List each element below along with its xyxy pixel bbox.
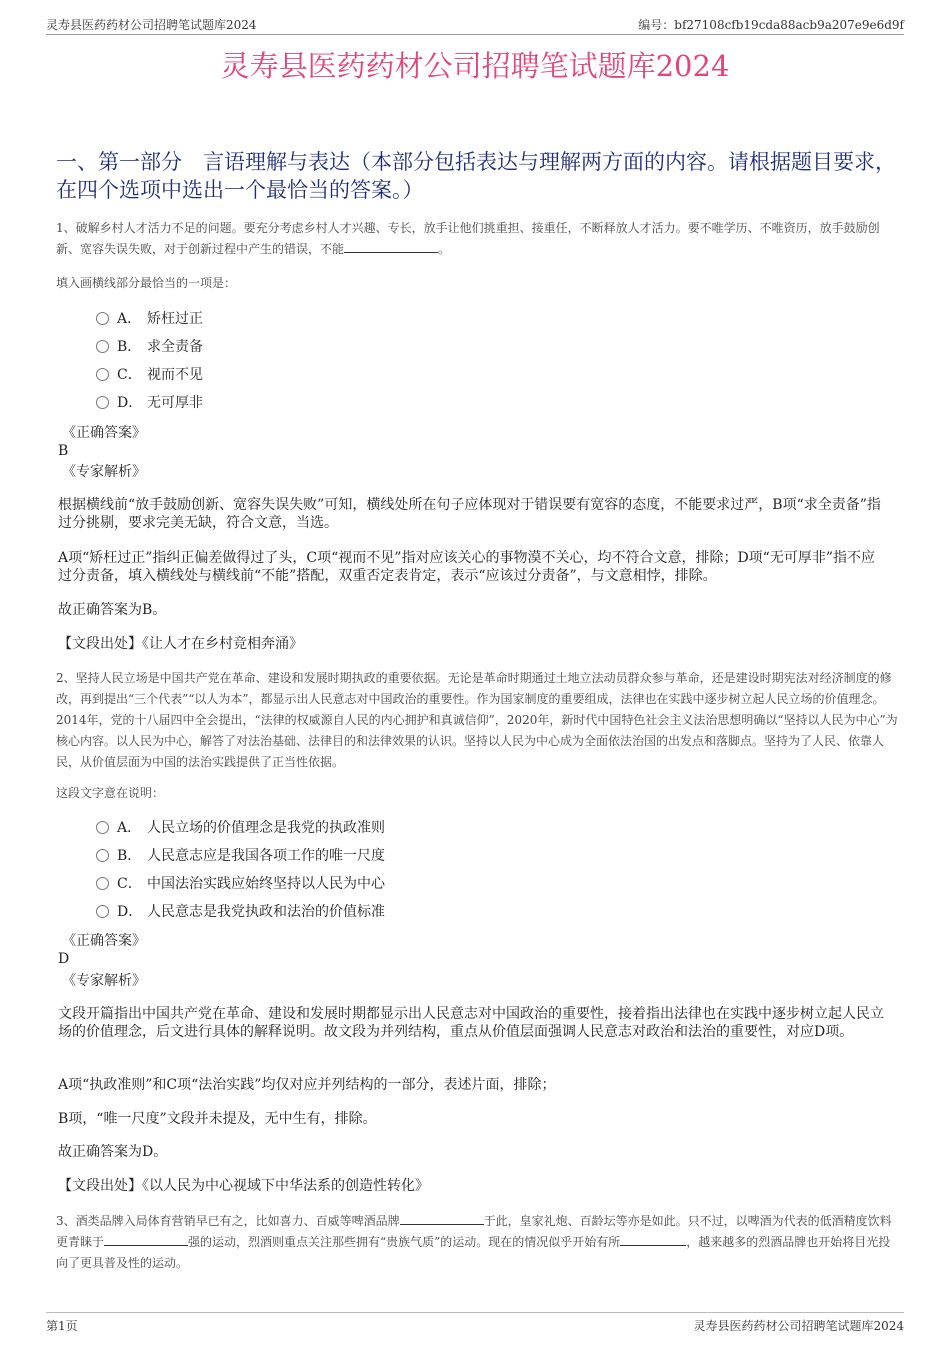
question-3-stem-text: 强的运动，烈酒则重点关注那些拥有“贵族气质”的运动。现在的情况似乎开始有所: [188, 1235, 621, 1249]
analysis-label: 《专家解析》: [62, 464, 146, 480]
source-citation: 【文段出处】《以人民为中心视域下中华法系的创造性转化》: [58, 1178, 429, 1194]
analysis-paragraph: 文段开篇指出中国共产党在革命、建设和发展时期都显示出人民意志对中国政治的重要性，接着指出法律也在实践中逐步树立起人民立场的价值理念，后文进行具体的解释说明。故文段为并列结构，重点从价值层面强调人民意志对政治和法治的重要性，对应D项。: [58, 1006, 884, 1040]
question-3-stem: [56, 1211, 898, 1274]
question-1-option-d[interactable]: [96, 393, 203, 413]
analysis-paragraph: B项，“唯一尺度”文段并未提及，无中生有，排除。: [58, 1111, 377, 1127]
radio-icon[interactable]: [96, 849, 109, 862]
option-text: 矫枉过正: [147, 311, 203, 327]
header-serial: 编号：bf27108cfb19cda88acb9a207e9e6d9f: [638, 18, 904, 32]
page-number: 第1页: [46, 1319, 78, 1333]
option-text: 求全责备: [147, 339, 203, 355]
analysis-label: 《专家解析》: [62, 973, 146, 989]
option-key: B．: [117, 848, 142, 864]
question-1-stem: [56, 218, 898, 260]
option-text: 视而不见: [147, 367, 203, 383]
question-1-option-a[interactable]: [96, 309, 203, 329]
question-3-stem-text: 于此，皇家礼炮、百龄坛等亦是如此。只不过，以啤酒为代表的低酒精度饮料更青睐于: [56, 1214, 892, 1249]
fill-blank: [400, 1212, 484, 1225]
question-3-stem-text: ，越来越多的烈酒品牌也开始将目光投向了更具普及性的运动。: [56, 1235, 891, 1270]
option-key: C．: [117, 876, 142, 892]
option-text: 人民意志应是我国各项工作的唯一尺度: [147, 848, 385, 864]
section-heading: 一、第一部分 言语理解与表达（本部分包括表达与理解两方面的内容。请根据题目要求，在四个选项中选出一个最恰当的答案。）: [56, 150, 896, 202]
option-key: D．: [117, 395, 143, 411]
question-1-prompt: 填入画横线部分最恰当的一项是：: [56, 276, 237, 290]
fill-blank: [344, 240, 438, 253]
fill-blank: [620, 1233, 686, 1246]
question-2-option-b[interactable]: [96, 846, 385, 866]
analysis-paragraph: A项“矫枉过正”指纠正偏差做得过了头，C项“视而不见”指对应该关心的事物漠不关心，均不符合文意，排除；D项“无可厚非”指不应过分责备，填入横线处与横线前“不能”搭配，双重否定表肯定，表示“应该过分责备”，与文意相悖，排除。: [58, 550, 875, 584]
question-1-option-b[interactable]: [96, 337, 203, 357]
radio-icon[interactable]: [96, 821, 109, 834]
page-footer: [46, 1312, 904, 1335]
option-text: 人民意志是我党执政和法治的价值标准: [147, 904, 385, 920]
document-title: 灵寿县医药药材公司招聘笔试题库2024: [220, 49, 730, 83]
option-key: A．: [117, 311, 142, 327]
radio-icon[interactable]: [96, 368, 109, 381]
analysis-paragraph: 根据横线前“放手鼓励创新、宽容失误失败”可知，横线处所在句子应体现对于错误要有宽容的态度，不能要求过严，B项“求全责备”指过分挑剔，要求完美无缺，符合文意，当选。: [58, 497, 881, 531]
page-header: [46, 14, 904, 35]
question-2-stem: 2、坚持人民立场是中国共产党在革命、建设和发展时期执政的重要依据。无论是革命时期通过土地立法动员群众参与革命，还是建设时期宪法对经济制度的修改，再到提出“三个代表”“以人为本”，都显示出人民意志对中国政治的重要性。作为国家制度的重要组成，法律也在实践中逐步树立起人民立场的价值理念。2014年，党的十八届四中全会提出，“法律的权威源自人民的内心拥护和真诚信仰”，2020年，新时代中国特色社会主义法治思想明确以“坚持以人民为中心”为核心内容。以人民为中心，解答了对法治基础、法律目的和法律效果的认识。坚持以人民为中心成为全面依法治国的出发点和落脚点。坚持为了人民、依靠人民，从价值层面为中国的法治实践提供了正当性依据。: [56, 671, 898, 769]
question-1-option-c[interactable]: [96, 365, 203, 385]
option-text: 中国法治实践应始终坚持以人民为中心: [147, 876, 385, 892]
question-1-stem-text: 1、破解乡村人才活力不足的问题。要充分考虑乡村人才兴趣、专长，放手让他们挑重担、接重任，不断释放人才活力。要不唯学历、不唯资历，放手鼓励创新、宽容失误失败，对于创新过程中产生的错误，不能: [56, 221, 880, 256]
question-3-stem-text: 3、酒类品牌入局体育营销早已有之，比如喜力、百威等啤酒品牌: [56, 1214, 400, 1228]
radio-icon[interactable]: [96, 340, 109, 353]
question-2-option-d[interactable]: [96, 902, 385, 922]
answer-value: D: [58, 951, 70, 967]
option-key: B．: [117, 339, 142, 355]
option-text: 无可厚非: [147, 395, 203, 411]
question-2-option-a[interactable]: [96, 818, 385, 838]
option-key: D．: [117, 904, 143, 920]
question-1-stem-end: 。: [438, 242, 451, 256]
option-key: A．: [117, 820, 142, 836]
radio-icon[interactable]: [96, 312, 109, 325]
radio-icon[interactable]: [96, 396, 109, 409]
radio-icon[interactable]: [96, 877, 109, 890]
analysis-conclusion: 故正确答案为B。: [58, 602, 167, 618]
fill-blank: [104, 1233, 188, 1246]
question-2-prompt: 这段文字意在说明：: [56, 786, 165, 800]
radio-icon[interactable]: [96, 905, 109, 918]
analysis-paragraph: A项“执政准则”和C项“法治实践”均仅对应并列结构的一部分，表述片面，排除；: [58, 1077, 556, 1093]
footer-title: 灵寿县医药药材公司招聘笔试题库2024: [693, 1319, 904, 1333]
source-citation: 【文段出处】《让人才在乡村竞相奔涌》: [58, 636, 303, 652]
answer-label: 《正确答案》: [62, 425, 146, 441]
analysis-conclusion: 故正确答案为D。: [58, 1144, 168, 1160]
option-key: C．: [117, 367, 142, 383]
answer-value: B: [58, 443, 69, 459]
option-text: 人民立场的价值理念是我党的执政准则: [147, 820, 385, 836]
question-2-option-c[interactable]: [96, 874, 385, 894]
header-title: 灵寿县医药药材公司招聘笔试题库2024: [46, 18, 257, 32]
answer-label: 《正确答案》: [62, 933, 146, 949]
